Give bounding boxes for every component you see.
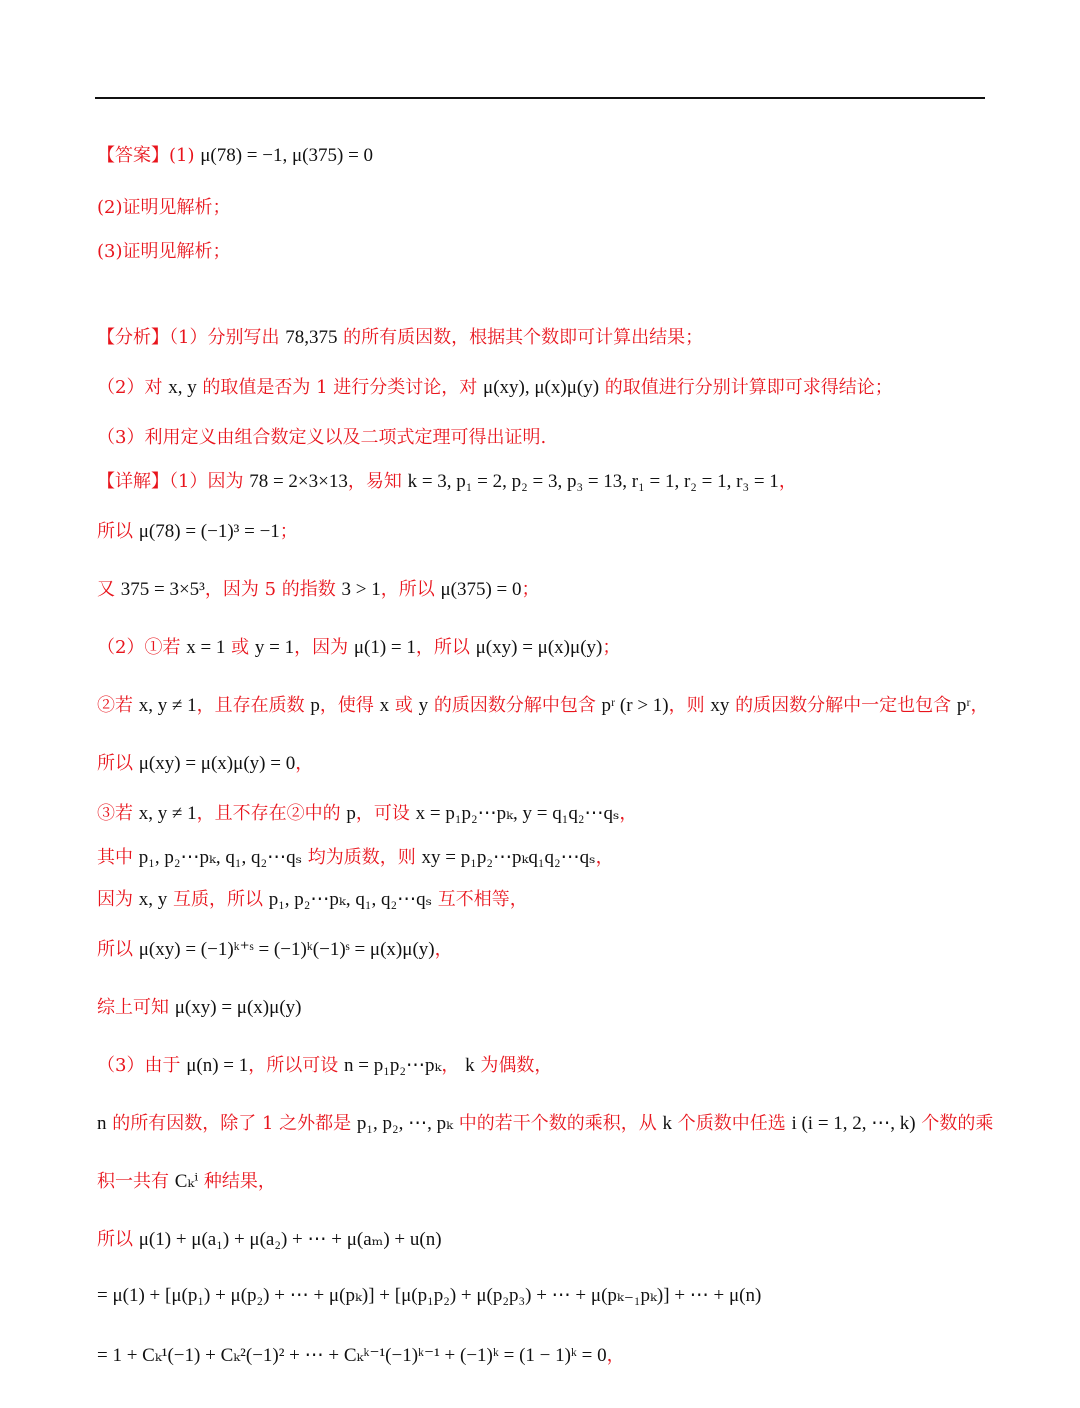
- math-expression: xy = p₁p₂⋯pₖq₁q₂⋯qₛ: [421, 847, 596, 868]
- text-line: [97, 752, 313, 776]
- math-expression: p: [310, 695, 320, 716]
- line-text: ②若: [97, 695, 139, 716]
- math-expression: k = 3, p₁ = 2, p₂ = 3, p₃ = 13, r₁ = 1, r₂ = 1, r₃ = 1: [407, 471, 779, 492]
- line-text: 【分析】（1）分别写出: [97, 327, 286, 348]
- line-text: ；: [279, 521, 298, 542]
- text-line: [97, 694, 988, 718]
- line-text: ，因为: [294, 637, 354, 658]
- line-text: （3）利用定义由组合数定义以及二项式定理可得出证明.: [97, 427, 547, 448]
- math-expression: 375 = 3×5³: [120, 579, 205, 600]
- line-text: ，: [606, 1345, 625, 1366]
- math-expression: 78 = 2×3×13: [249, 471, 348, 492]
- line-text: 中的若干个数的乘积，从: [453, 1113, 663, 1134]
- math-expression: Cₖⁱ: [174, 1171, 199, 1192]
- text-line: [97, 520, 298, 544]
- math-expression: k: [465, 1055, 475, 1076]
- math-expression: μ(78) = (−1)³ = −1: [138, 521, 280, 542]
- math-expression: μ(xy) = μ(x)μ(y): [174, 997, 302, 1018]
- line-text: ，则: [668, 695, 711, 716]
- line-text: ，: [778, 471, 797, 492]
- math-expression: μ(78) = −1, μ(375) = 0: [200, 145, 374, 166]
- math-expression: μ(xy) = μ(x)μ(y) = 0: [138, 753, 296, 774]
- text-line: [97, 1344, 625, 1368]
- line-text: 因为: [97, 889, 139, 910]
- line-text: ，: [295, 753, 314, 774]
- text-line: [97, 326, 703, 350]
- text-line: [97, 636, 620, 660]
- line-text: ，可设: [355, 803, 416, 824]
- line-text: 的质因数分解中包含: [428, 695, 602, 716]
- line-text: 或: [225, 637, 255, 658]
- text-line: [97, 802, 637, 826]
- line-text: 的所有质因数，根据其个数即可计算出结果；: [337, 327, 704, 348]
- text-line: [97, 196, 231, 220]
- math-expression: p₁, p₂⋯pₖ, q₁, q₂⋯qₛ: [268, 889, 433, 910]
- math-expression: k: [662, 1113, 672, 1134]
- line-text: ，: [434, 939, 453, 960]
- line-text: ，所以可设: [248, 1055, 344, 1076]
- line-text: ，使得: [319, 695, 380, 716]
- math-expression: μ(xy) = (−1)ᵏ⁺ˢ = (−1)ᵏ(−1)ˢ = μ(x)μ(y): [138, 939, 435, 960]
- line-text: 【答案】: [97, 145, 169, 166]
- line-text: (3)证明见解析；: [97, 241, 231, 262]
- line-text: ，且不存在②中的: [196, 803, 347, 824]
- text-line: [97, 846, 614, 870]
- math-expression: n: [97, 1113, 107, 1134]
- math-expression: 78,375: [285, 327, 338, 348]
- line-text: 所以: [97, 521, 139, 542]
- math-expression: n = p₁p₂⋯pₖ: [343, 1055, 442, 1076]
- math-expression: = μ(1) + [μ(p₁) + μ(p₂) + ⋯ + μ(pₖ)] + [μ(p₁p₂) + μ(p₂p₃) + ⋯ + μ(pₖ₋₁pₖ)] + ⋯ + μ(n): [97, 1285, 762, 1306]
- line-text: ，所以: [380, 579, 441, 600]
- math-expression: 3 > 1: [341, 579, 381, 600]
- line-text: 的质因数分解中一定也包含: [729, 695, 957, 716]
- math-expression: x = 1: [186, 637, 226, 658]
- line-text: ，: [970, 695, 989, 716]
- header-rule: [95, 97, 985, 99]
- text-line: [97, 426, 546, 450]
- line-text: ，: [619, 803, 638, 824]
- math-expression: μ(xy) = μ(x)μ(y): [475, 637, 603, 658]
- line-text: 综上可知: [97, 997, 175, 1018]
- math-expression: pʳ (r > 1): [601, 695, 669, 716]
- line-text: 所以: [97, 1229, 139, 1250]
- math-expression: μ(375) = 0: [440, 579, 522, 600]
- line-text: 其中: [97, 847, 139, 868]
- line-text: 个数的乘: [915, 1113, 994, 1134]
- math-expression: xy: [710, 695, 730, 716]
- line-text: ；: [602, 637, 621, 658]
- line-text: ，且存在质数: [196, 695, 311, 716]
- line-text: 互质，所以: [167, 889, 269, 910]
- math-expression: x: [379, 695, 390, 716]
- text-line: [97, 1054, 552, 1078]
- line-text: 均为质数，则: [302, 847, 422, 868]
- line-text: ，: [595, 847, 614, 868]
- text-line: [97, 376, 893, 400]
- line-text: (1): [169, 145, 201, 166]
- math-expression: x = p₁p₂⋯pₖ, y = q₁q₂⋯qₛ: [415, 803, 620, 824]
- line-text: 互不相等，: [432, 889, 528, 910]
- math-expression: x, y ≠ 1: [138, 803, 197, 824]
- math-expression: μ(n) = 1: [186, 1055, 249, 1076]
- line-text: 又: [97, 579, 121, 600]
- line-text: (2)证明见解析；: [97, 197, 231, 218]
- math-expression: x, y: [168, 377, 197, 398]
- line-text: ③若: [97, 803, 139, 824]
- text-line: [97, 938, 453, 962]
- text-line: [97, 578, 540, 602]
- line-text: 的所有因数，除了 1 之外都是: [106, 1113, 357, 1134]
- math-expression: y = 1: [254, 637, 295, 658]
- line-text: 为偶数，: [474, 1055, 553, 1076]
- line-text: 所以: [97, 753, 139, 774]
- line-text: 的取值是否为 1 进行分类讨论，对: [196, 377, 484, 398]
- line-text: ；: [521, 579, 540, 600]
- math-expression: μ(1) = 1: [353, 637, 416, 658]
- line-text: （3）由于: [97, 1055, 187, 1076]
- math-expression: x, y ≠ 1: [138, 695, 197, 716]
- math-expression: μ(1) + μ(a₁) + μ(a₂) + ⋯ + μ(aₘ) + u(n): [138, 1229, 442, 1250]
- line-text: 所以: [97, 939, 139, 960]
- line-text: （2）①若: [97, 637, 187, 658]
- text-line: [97, 1170, 276, 1194]
- math-expression: μ(xy), μ(x)μ(y): [483, 377, 600, 398]
- math-expression: p₁, p₂, ⋯, pₖ: [356, 1113, 454, 1134]
- line-text: （2）对: [97, 377, 169, 398]
- text-line: [97, 1284, 761, 1308]
- line-text: 的取值进行分别计算即可求得结论；: [599, 377, 893, 398]
- math-expression: i (i = 1, 2, ⋯, k): [791, 1113, 916, 1134]
- text-line: [97, 470, 797, 494]
- line-text: 【详解】（1）因为: [97, 471, 250, 492]
- math-expression: y: [418, 695, 429, 716]
- text-line: [97, 996, 301, 1020]
- text-line: [97, 888, 528, 912]
- text-line: [97, 144, 373, 168]
- line-text: ，因为 5 的指数: [204, 579, 342, 600]
- line-text: 或: [389, 695, 419, 716]
- math-expression: p₁, p₂⋯pₖ, q₁, q₂⋯qₛ: [138, 847, 303, 868]
- line-text: ，所以: [415, 637, 476, 658]
- text-line: [97, 1112, 993, 1136]
- line-text: 种结果，: [198, 1171, 276, 1192]
- line-text: ，易知: [347, 471, 408, 492]
- line-text: ，: [441, 1055, 466, 1076]
- math-expression: pʳ: [956, 695, 971, 716]
- math-expression: x, y: [138, 889, 168, 910]
- text-line: [97, 1228, 442, 1252]
- line-text: 个质数中任选: [671, 1113, 792, 1134]
- math-expression: p: [346, 803, 356, 824]
- text-line: [97, 240, 231, 264]
- line-text: 积一共有: [97, 1171, 175, 1192]
- math-expression: = 1 + Cₖ¹(−1) + Cₖ²(−1)² + ⋯ + Cₖᵏ⁻¹(−1)ᵏ⁻¹ + (−1)ᵏ = (1 − 1)ᵏ = 0: [97, 1345, 607, 1366]
